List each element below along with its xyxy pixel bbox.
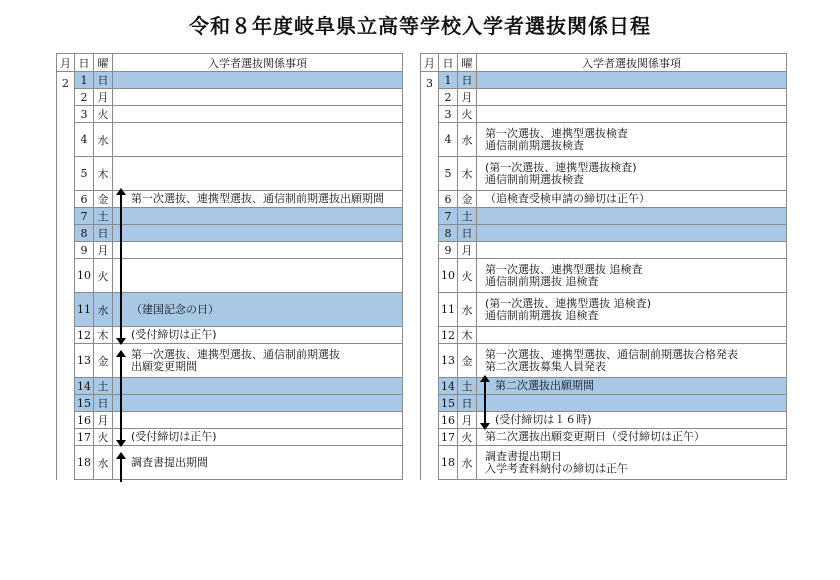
weekday-cell: 火 [94, 259, 113, 293]
event-cell [477, 72, 787, 89]
table-row [421, 157, 787, 191]
day-cell: 16 [75, 412, 94, 429]
day-cell: 6 [439, 191, 458, 208]
weekday-header: 曜 [94, 54, 113, 72]
table-row [421, 123, 787, 157]
table-row [421, 327, 787, 344]
weekday-cell: 月 [458, 242, 477, 259]
weekday-cell: 日 [94, 395, 113, 412]
table-row [57, 89, 403, 106]
weekday-cell: 土 [458, 378, 477, 395]
weekday-cell: 日 [458, 395, 477, 412]
table-row [421, 259, 787, 293]
weekday-cell: 火 [94, 106, 113, 123]
event-cell [113, 225, 403, 242]
weekday-cell: 月 [458, 89, 477, 106]
event-cell [113, 157, 403, 191]
event-cell [113, 446, 403, 480]
weekday-cell: 金 [94, 191, 113, 208]
day-cell: 15 [439, 395, 458, 412]
weekday-cell: 日 [94, 72, 113, 89]
event-text: (受付締切は１６時) [495, 413, 592, 426]
table-row [57, 293, 403, 327]
weekday-cell: 火 [458, 429, 477, 446]
event-cell [477, 89, 787, 106]
day-cell: 11 [439, 293, 458, 327]
event-cell [113, 208, 403, 225]
weekday-cell: 火 [458, 259, 477, 293]
day-cell: 9 [439, 242, 458, 259]
weekday-cell: 火 [94, 429, 113, 446]
table-row [57, 106, 403, 123]
table-row [421, 378, 787, 395]
table-row [57, 327, 403, 344]
day-cell: 14 [75, 378, 94, 395]
table-row [57, 191, 403, 208]
table-row [421, 72, 787, 89]
weekday-cell: 水 [94, 123, 113, 157]
february-schedule-table [56, 53, 403, 480]
event-text: （建国記念の日） [131, 302, 219, 316]
table-row [57, 242, 403, 259]
weekday-cell: 土 [94, 378, 113, 395]
table-row [57, 446, 403, 480]
event-cell [113, 123, 403, 157]
event-cell [477, 395, 787, 412]
weekday-cell: 日 [458, 225, 477, 242]
table-row [57, 429, 403, 446]
event-cell [477, 344, 787, 378]
day-cell: 17 [75, 429, 94, 446]
event-text: 調査書提出期間 [131, 455, 208, 469]
weekday-cell: 金 [94, 344, 113, 378]
day-cell: 4 [75, 123, 94, 157]
event-text-line2: 通信制前期選抜検査 [485, 172, 584, 186]
events-header: 入学者選抜関係事項 [477, 54, 787, 72]
event-cell [477, 106, 787, 123]
event-text: (第一次選抜、連携型選抜 追検査) [485, 296, 652, 310]
day-cell: 2 [439, 89, 458, 106]
table-row [421, 208, 787, 225]
day-cell: 6 [75, 191, 94, 208]
event-text: （追検査受検申請の締切は正午） [485, 192, 650, 205]
day-cell: 18 [439, 446, 458, 480]
event-cell [113, 242, 403, 259]
weekday-cell: 木 [458, 327, 477, 344]
day-cell: 3 [439, 106, 458, 123]
event-text-line2: 通信制前期選抜検査 [485, 138, 584, 152]
table-row [421, 395, 787, 412]
day-cell: 2 [75, 89, 94, 106]
table-row [57, 123, 403, 157]
events-header: 入学者選抜関係事項 [113, 54, 403, 72]
weekday-cell: 月 [94, 412, 113, 429]
day-cell: 1 [439, 72, 458, 89]
event-cell [477, 157, 787, 191]
day-cell: 8 [439, 225, 458, 242]
day-cell: 13 [439, 344, 458, 378]
month-header: 月 [57, 54, 75, 72]
table-row [57, 259, 403, 293]
table-row [57, 208, 403, 225]
event-cell [113, 395, 403, 412]
event-text: 第一次選抜、連携型選抜検査 [485, 126, 628, 140]
event-text-line2: 第二次選抜募集人員発表 [485, 359, 606, 373]
event-text: 第二次選抜出願期間 [495, 379, 594, 392]
weekday-cell: 水 [458, 446, 477, 480]
day-cell: 8 [75, 225, 94, 242]
weekday-header: 曜 [458, 54, 477, 72]
event-text: (第一次選抜、連携型選抜検査) [485, 160, 637, 174]
event-text-line2: 出願変更期間 [131, 359, 197, 373]
march-schedule-table [420, 53, 787, 480]
event-text: 第二次選抜出願変更期日（受付締切は正午） [485, 430, 705, 443]
month-header: 月 [421, 54, 439, 72]
month-cell: 2 [57, 72, 75, 480]
weekday-cell: 木 [458, 157, 477, 191]
event-text: (受付締切は正午) [131, 328, 217, 341]
event-cell [477, 259, 787, 293]
event-cell [477, 412, 787, 429]
day-cell: 7 [75, 208, 94, 225]
table-row [421, 225, 787, 242]
event-cell [477, 225, 787, 242]
event-text: 第一次選抜、連携型選抜、通信制前期選抜合格発表 [485, 347, 738, 361]
day-cell: 12 [439, 327, 458, 344]
day-cell: 12 [75, 327, 94, 344]
event-cell [477, 123, 787, 157]
page-title: 令和８年度岐阜県立高等学校入学者選抜関係日程 [189, 14, 651, 38]
table-row [421, 106, 787, 123]
day-header: 日 [75, 54, 94, 72]
weekday-cell: 土 [458, 208, 477, 225]
event-cell [477, 429, 787, 446]
day-cell: 15 [75, 395, 94, 412]
table-row [421, 344, 787, 378]
weekday-cell: 月 [94, 89, 113, 106]
event-cell [113, 412, 403, 429]
day-cell: 1 [75, 72, 94, 89]
weekday-cell: 金 [458, 191, 477, 208]
table-row [57, 225, 403, 242]
day-cell: 10 [439, 259, 458, 293]
table-row [421, 446, 787, 480]
event-text-line2: 通信制前期選抜 追検査 [485, 274, 599, 288]
event-text-line2: 通信制前期選抜 追検査 [485, 308, 599, 322]
table-row [421, 429, 787, 446]
day-cell: 11 [75, 293, 94, 327]
event-cell [113, 191, 403, 208]
table-row [421, 89, 787, 106]
day-cell: 5 [75, 157, 94, 191]
day-cell: 5 [439, 157, 458, 191]
event-text: 第一次選抜、連携型選抜、通信制前期選抜 [131, 347, 340, 361]
table-row [57, 72, 403, 89]
table-row [57, 412, 403, 429]
event-cell [477, 242, 787, 259]
event-cell [477, 446, 787, 480]
weekday-cell: 金 [458, 344, 477, 378]
weekday-cell: 木 [94, 157, 113, 191]
table-row [57, 378, 403, 395]
table-row [57, 157, 403, 191]
day-cell: 7 [439, 208, 458, 225]
day-cell: 14 [439, 378, 458, 395]
weekday-cell: 月 [94, 242, 113, 259]
event-cell [477, 327, 787, 344]
table-row [421, 242, 787, 259]
event-cell [477, 191, 787, 208]
day-cell: 13 [75, 344, 94, 378]
day-cell: 10 [75, 259, 94, 293]
weekday-cell: 木 [94, 327, 113, 344]
weekday-cell: 日 [458, 72, 477, 89]
event-text: 第一次選抜、連携型選抜、通信制前期選抜出願期間 [131, 192, 384, 205]
table-row [421, 191, 787, 208]
event-cell [113, 259, 403, 293]
event-cell [113, 429, 403, 446]
day-cell: 16 [439, 412, 458, 429]
day-cell: 17 [439, 429, 458, 446]
event-text-line2: 入学考査料納付の締切は正午 [485, 461, 628, 475]
day-cell: 9 [75, 242, 94, 259]
event-cell [113, 72, 403, 89]
event-text: 第一次選抜、連携型選抜 追検査 [485, 262, 643, 276]
event-cell [477, 293, 787, 327]
event-cell [113, 293, 403, 327]
event-cell [477, 378, 787, 395]
event-cell [113, 327, 403, 344]
month-cell: 3 [421, 72, 439, 480]
table-row [421, 412, 787, 429]
weekday-cell: 月 [458, 412, 477, 429]
event-cell [113, 89, 403, 106]
weekday-cell: 土 [94, 208, 113, 225]
day-header: 日 [439, 54, 458, 72]
event-cell [477, 208, 787, 225]
weekday-cell: 水 [458, 123, 477, 157]
weekday-cell: 水 [458, 293, 477, 327]
weekday-cell: 水 [94, 293, 113, 327]
table-row [57, 395, 403, 412]
day-cell: 3 [75, 106, 94, 123]
day-cell: 4 [439, 123, 458, 157]
event-cell [113, 344, 403, 378]
weekday-cell: 水 [94, 446, 113, 480]
event-cell [113, 106, 403, 123]
table-row [421, 293, 787, 327]
day-cell: 18 [75, 446, 94, 480]
event-cell [113, 378, 403, 395]
table-row [57, 344, 403, 378]
event-text: 調査書提出期日 [485, 449, 562, 463]
weekday-cell: 火 [458, 106, 477, 123]
weekday-cell: 日 [94, 225, 113, 242]
event-text: (受付締切は正午) [131, 430, 217, 443]
